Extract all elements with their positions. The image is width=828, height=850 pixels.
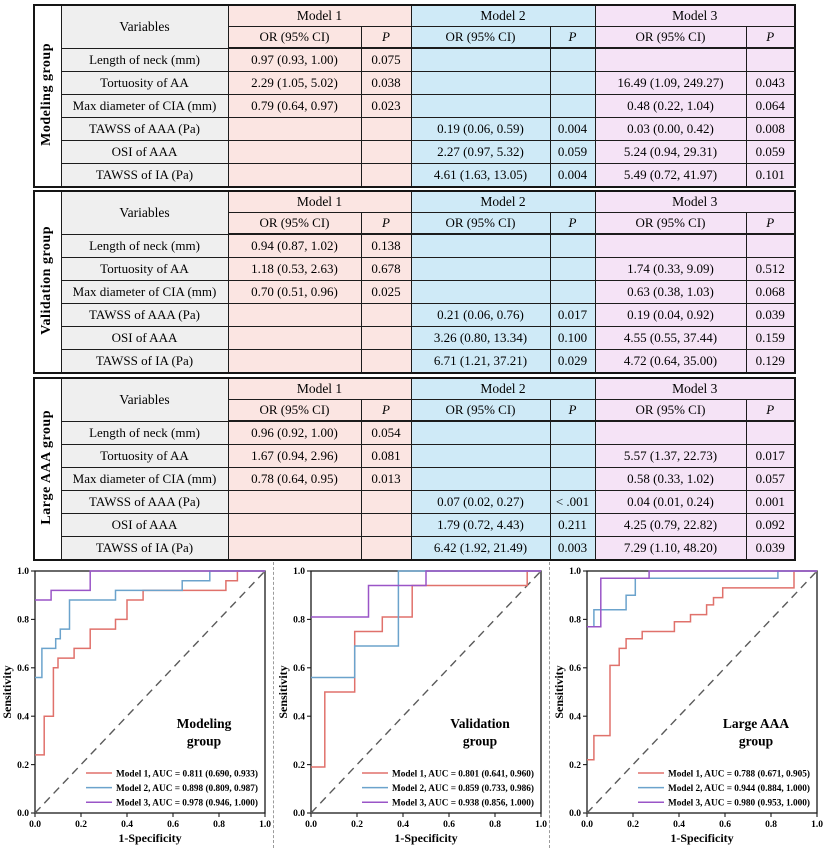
or-header-model-3: OR (95% CI) xyxy=(595,213,746,235)
p-cell-model-3: 0.512 xyxy=(746,258,795,281)
p-cell-model-3: 0.068 xyxy=(746,281,795,304)
y-tick-label: 0.8 xyxy=(17,615,29,626)
legend-label-model-3: Model 3, AUC = 0.938 (0.856, 1.000) xyxy=(392,798,535,809)
table-row-max-diameter-of-cia-mm- xyxy=(34,468,795,491)
legend-label-model-2: Model 2, AUC = 0.859 (0.733, 0.986) xyxy=(392,784,535,794)
model-header-1: Model 1 xyxy=(228,191,411,213)
p-header-model-2: P xyxy=(550,400,595,422)
header-row-models xyxy=(34,191,795,213)
legend-label-model-2: Model 2, AUC = 0.944 (0.884, 1.000) xyxy=(668,784,811,794)
legend-label-model-3: Model 3, AUC = 0.980 (0.953, 1.000) xyxy=(668,798,811,809)
p-header-model-2: P xyxy=(550,27,595,49)
p-cell-model-3: 0.043 xyxy=(746,72,795,95)
y-tick-label: 0.6 xyxy=(17,664,29,674)
y-tick-label: 0.0 xyxy=(293,809,305,820)
p-cell-model-2 xyxy=(550,72,595,95)
p-cell-model-1: 0.013 xyxy=(361,468,411,491)
or-cell-model-2 xyxy=(411,468,550,491)
y-tick-label: 0.6 xyxy=(569,664,581,674)
x-tick-label: 0.6 xyxy=(719,820,731,830)
variable-cell: Length of neck (mm) xyxy=(61,421,228,445)
y-tick-label: 0.0 xyxy=(17,809,29,820)
y-tick-label: 0.2 xyxy=(17,760,29,771)
p-cell-model-1: 0.138 xyxy=(361,234,411,258)
or-cell-model-2 xyxy=(411,72,550,95)
p-cell-model-3: 0.001 xyxy=(746,491,795,514)
table-row-tawss-of-ia-pa- xyxy=(34,350,795,374)
roc-plot-modeling xyxy=(0,558,276,850)
p-cell-model-2 xyxy=(550,281,595,304)
x-tick-label: 0.6 xyxy=(167,820,179,830)
p-cell-model-3: 0.039 xyxy=(746,537,795,561)
results-table-modeling-group xyxy=(33,4,796,188)
or-header-model-2: OR (95% CI) xyxy=(411,27,550,49)
p-cell-model-1 xyxy=(361,304,411,327)
or-cell-model-2: 0.21 (0.06, 0.76) xyxy=(411,304,550,327)
p-cell-model-3: 0.129 xyxy=(746,350,795,374)
table-row-length-of-neck-mm- xyxy=(34,234,795,258)
group-label-large-aaa-group: Large AAA group xyxy=(39,410,55,525)
y-tick-label: 0.4 xyxy=(17,712,29,723)
variable-cell: Length of neck (mm) xyxy=(61,48,228,72)
results-table-large-aaa-group xyxy=(33,377,796,561)
y-tick-label: 1.0 xyxy=(293,567,305,578)
roc-panel-modeling xyxy=(0,558,276,850)
or-cell-model-2: 1.79 (0.72, 4.43) xyxy=(411,514,550,537)
y-tick-label: 0.2 xyxy=(293,760,305,771)
p-header-model-1: P xyxy=(361,27,411,49)
variables-header: Variables xyxy=(61,5,228,48)
table-row-osi-of-aaa xyxy=(34,327,795,350)
legend-label-model-2: Model 2, AUC = 0.898 (0.809, 0.987) xyxy=(116,784,259,794)
table-row-length-of-neck-mm- xyxy=(34,421,795,445)
p-cell-model-3: 0.159 xyxy=(746,327,795,350)
table-row-tawss-of-ia-pa- xyxy=(34,164,795,188)
x-tick-label: 1.0 xyxy=(535,820,547,830)
variables-header: Variables xyxy=(61,378,228,421)
table-row-tortuosity-of-aa xyxy=(34,72,795,95)
variable-cell: Length of neck (mm) xyxy=(61,234,228,258)
or-cell-model-2: 0.19 (0.06, 0.59) xyxy=(411,118,550,141)
variable-cell: Tortuosity of AA xyxy=(61,72,228,95)
panel-separator-1 xyxy=(273,562,274,848)
p-cell-model-2: 0.003 xyxy=(550,537,595,561)
p-header-model-1: P xyxy=(361,400,411,422)
model-header-3: Model 3 xyxy=(595,5,795,27)
table-row-length-of-neck-mm- xyxy=(34,48,795,72)
or-cell-model-1: 2.29 (1.05, 5.02) xyxy=(228,72,361,95)
roc-section xyxy=(0,558,828,850)
p-cell-model-1: 0.023 xyxy=(361,95,411,118)
model-header-2: Model 2 xyxy=(411,378,595,400)
or-cell-model-1: 1.67 (0.94, 2.96) xyxy=(228,445,361,468)
x-tick-label: 0.8 xyxy=(489,820,501,830)
y-tick-label: 1.0 xyxy=(17,567,29,578)
group-label-modeling-group: Modeling group xyxy=(39,43,55,146)
or-header-model-3: OR (95% CI) xyxy=(595,27,746,49)
group-cell-large-aaa-group xyxy=(34,378,61,560)
or-cell-model-1 xyxy=(228,118,361,141)
p-cell-model-1 xyxy=(361,164,411,188)
or-cell-model-3: 0.58 (0.33, 1.02) xyxy=(595,468,746,491)
p-cell-model-2 xyxy=(550,48,595,72)
table-row-max-diameter-of-cia-mm- xyxy=(34,95,795,118)
or-cell-model-3: 5.24 (0.94, 29.31) xyxy=(595,141,746,164)
panel-title-line-2: group xyxy=(462,733,498,749)
model-header-2: Model 2 xyxy=(411,5,595,27)
or-cell-model-1 xyxy=(228,350,361,374)
or-cell-model-1: 1.18 (0.53, 2.63) xyxy=(228,258,361,281)
or-cell-model-2 xyxy=(411,421,550,445)
p-cell-model-3: 0.092 xyxy=(746,514,795,537)
or-cell-model-2: 0.07 (0.02, 0.27) xyxy=(411,491,550,514)
p-cell-model-1 xyxy=(361,491,411,514)
p-cell-model-1: 0.054 xyxy=(361,421,411,445)
variable-cell: Tortuosity of AA xyxy=(61,445,228,468)
model-header-1: Model 1 xyxy=(228,5,411,27)
variable-cell: Max diameter of CIA (mm) xyxy=(61,468,228,491)
or-cell-model-3: 7.29 (1.10, 48.20) xyxy=(595,537,746,561)
or-cell-model-1: 0.97 (0.93, 1.00) xyxy=(228,48,361,72)
or-cell-model-3: 0.48 (0.22, 1.04) xyxy=(595,95,746,118)
y-tick-label: 0.8 xyxy=(293,615,305,626)
p-cell-model-3 xyxy=(746,48,795,72)
or-header-model-1: OR (95% CI) xyxy=(228,400,361,422)
p-cell-model-3: 0.057 xyxy=(746,468,795,491)
or-cell-model-3 xyxy=(595,421,746,445)
or-cell-model-2 xyxy=(411,234,550,258)
or-cell-model-1: 0.70 (0.51, 0.96) xyxy=(228,281,361,304)
or-header-model-3: OR (95% CI) xyxy=(595,400,746,422)
p-cell-model-2: 0.017 xyxy=(550,304,595,327)
y-tick-label: 0.8 xyxy=(569,615,581,626)
roc-plot-validation xyxy=(276,558,552,850)
table-row-tortuosity-of-aa xyxy=(34,445,795,468)
or-cell-model-2: 4.61 (1.63, 13.05) xyxy=(411,164,550,188)
p-cell-model-3: 0.017 xyxy=(746,445,795,468)
or-cell-model-3 xyxy=(595,48,746,72)
variable-cell: TAWSS of AAA (Pa) xyxy=(61,304,228,327)
p-cell-model-1 xyxy=(361,141,411,164)
x-tick-label: 0.4 xyxy=(121,820,133,830)
y-tick-label: 1.0 xyxy=(569,567,581,578)
or-cell-model-1 xyxy=(228,514,361,537)
or-cell-model-2: 2.27 (0.97, 5.32) xyxy=(411,141,550,164)
or-cell-model-3: 1.74 (0.33, 9.09) xyxy=(595,258,746,281)
variable-cell: Max diameter of CIA (mm) xyxy=(61,95,228,118)
panel-separator-2 xyxy=(549,562,550,848)
model-header-2: Model 2 xyxy=(411,191,595,213)
p-cell-model-1 xyxy=(361,537,411,561)
model-header-3: Model 3 xyxy=(595,191,795,213)
or-cell-model-3 xyxy=(595,234,746,258)
p-cell-model-1 xyxy=(361,514,411,537)
group-label-validation-group: Validation group xyxy=(39,226,55,335)
or-cell-model-3: 4.55 (0.55, 37.44) xyxy=(595,327,746,350)
table-row-max-diameter-of-cia-mm- xyxy=(34,281,795,304)
or-cell-model-2 xyxy=(411,258,550,281)
p-cell-model-3: 0.064 xyxy=(746,95,795,118)
variable-cell: TAWSS of AAA (Pa) xyxy=(61,118,228,141)
or-cell-model-1 xyxy=(228,141,361,164)
legend-label-model-1: Model 1, AUC = 0.788 (0.671, 0.905) xyxy=(668,769,811,780)
table-row-tawss-of-ia-pa- xyxy=(34,537,795,561)
y-tick-label: 0.4 xyxy=(569,712,581,723)
or-cell-model-3: 4.72 (0.64, 35.00) xyxy=(595,350,746,374)
panel-title-line-2: group xyxy=(738,733,774,749)
variables-header: Variables xyxy=(61,191,228,234)
y-axis-label: Sensitivity xyxy=(552,665,566,719)
or-cell-model-1: 0.78 (0.64, 0.95) xyxy=(228,468,361,491)
table-row-tortuosity-of-aa xyxy=(34,258,795,281)
x-tick-label: 0.4 xyxy=(673,820,685,830)
table-row-tawss-of-aaa-pa- xyxy=(34,304,795,327)
p-header-model-2: P xyxy=(550,213,595,235)
variable-cell: TAWSS of IA (Pa) xyxy=(61,537,228,561)
p-cell-model-3 xyxy=(746,234,795,258)
panel-title-line-1: Validation xyxy=(450,716,510,731)
or-cell-model-1 xyxy=(228,327,361,350)
or-cell-model-2: 6.71 (1.21, 37.21) xyxy=(411,350,550,374)
or-cell-model-1 xyxy=(228,164,361,188)
x-tick-label: 1.0 xyxy=(259,820,271,830)
or-cell-model-2: 6.42 (1.92, 21.49) xyxy=(411,537,550,561)
header-row-models xyxy=(34,5,795,27)
p-cell-model-1: 0.075 xyxy=(361,48,411,72)
x-axis-label: 1-Specificity xyxy=(670,831,734,845)
roc-plot-large-aaa xyxy=(552,558,828,850)
p-header-model-1: P xyxy=(361,213,411,235)
x-tick-label: 0.2 xyxy=(627,820,639,830)
or-cell-model-1 xyxy=(228,304,361,327)
or-cell-model-1 xyxy=(228,537,361,561)
p-cell-model-1 xyxy=(361,118,411,141)
roc-panel-validation xyxy=(276,558,552,850)
y-axis-label: Sensitivity xyxy=(276,665,290,719)
or-cell-model-3: 0.03 (0.00, 0.42) xyxy=(595,118,746,141)
or-cell-model-3: 5.49 (0.72, 41.97) xyxy=(595,164,746,188)
or-cell-model-3: 0.04 (0.01, 0.24) xyxy=(595,491,746,514)
p-cell-model-2 xyxy=(550,468,595,491)
model-header-1: Model 1 xyxy=(228,378,411,400)
legend-label-model-3: Model 3, AUC = 0.978 (0.946, 1.000) xyxy=(116,798,259,809)
or-cell-model-1: 0.96 (0.92, 1.00) xyxy=(228,421,361,445)
panel-title-line-2: group xyxy=(186,733,222,749)
x-tick-label: 0.0 xyxy=(581,820,593,830)
p-cell-model-3: 0.101 xyxy=(746,164,795,188)
p-cell-model-2: 0.029 xyxy=(550,350,595,374)
variable-cell: TAWSS of AAA (Pa) xyxy=(61,491,228,514)
variable-cell: OSI of AAA xyxy=(61,327,228,350)
p-cell-model-1: 0.081 xyxy=(361,445,411,468)
or-cell-model-3: 0.63 (0.38, 1.03) xyxy=(595,281,746,304)
x-axis-label: 1-Specificity xyxy=(394,831,458,845)
x-axis-label: 1-Specificity xyxy=(118,831,182,845)
y-tick-label: 0.4 xyxy=(293,712,305,723)
p-cell-model-2: < .001 xyxy=(550,491,595,514)
p-cell-model-3: 0.008 xyxy=(746,118,795,141)
or-cell-model-2: 3.26 (0.80, 13.34) xyxy=(411,327,550,350)
variable-cell: TAWSS of IA (Pa) xyxy=(61,350,228,374)
y-axis-label: Sensitivity xyxy=(0,665,14,719)
variable-cell: Max diameter of CIA (mm) xyxy=(61,281,228,304)
or-cell-model-2 xyxy=(411,281,550,304)
x-tick-label: 0.4 xyxy=(397,820,409,830)
p-cell-model-2 xyxy=(550,445,595,468)
x-tick-label: 0.0 xyxy=(29,820,41,830)
p-header-model-3: P xyxy=(746,400,795,422)
p-cell-model-2 xyxy=(550,95,595,118)
p-cell-model-2 xyxy=(550,234,595,258)
legend-label-model-1: Model 1, AUC = 0.801 (0.641, 0.960) xyxy=(392,769,535,780)
table-row-osi-of-aaa xyxy=(34,141,795,164)
x-tick-label: 0.6 xyxy=(443,820,455,830)
x-tick-label: 0.8 xyxy=(765,820,777,830)
or-header-model-1: OR (95% CI) xyxy=(228,213,361,235)
or-cell-model-2 xyxy=(411,95,550,118)
p-header-model-3: P xyxy=(746,213,795,235)
x-tick-label: 0.2 xyxy=(351,820,363,830)
y-tick-label: 0.0 xyxy=(569,809,581,820)
header-row-models xyxy=(34,378,795,400)
panel-title-line-1: Large AAA xyxy=(722,716,790,731)
p-cell-model-2 xyxy=(550,258,595,281)
p-cell-model-2: 0.059 xyxy=(550,141,595,164)
y-tick-label: 0.2 xyxy=(569,760,581,771)
x-tick-label: 0.0 xyxy=(305,820,317,830)
roc-panel-large-aaa xyxy=(552,558,828,850)
p-cell-model-1 xyxy=(361,350,411,374)
p-cell-model-2: 0.211 xyxy=(550,514,595,537)
panel-title-line-1: Modeling xyxy=(176,716,232,731)
x-tick-label: 0.8 xyxy=(213,820,225,830)
or-cell-model-3: 5.57 (1.37, 22.73) xyxy=(595,445,746,468)
y-tick-label: 0.6 xyxy=(293,664,305,674)
p-cell-model-2 xyxy=(550,421,595,445)
table-row-tawss-of-aaa-pa- xyxy=(34,491,795,514)
or-cell-model-3: 4.25 (0.79, 22.82) xyxy=(595,514,746,537)
p-cell-model-3: 0.039 xyxy=(746,304,795,327)
variable-cell: Tortuosity of AA xyxy=(61,258,228,281)
or-header-model-1: OR (95% CI) xyxy=(228,27,361,49)
table-row-tawss-of-aaa-pa- xyxy=(34,118,795,141)
table-row-osi-of-aaa xyxy=(34,514,795,537)
results-table-validation-group xyxy=(33,190,796,374)
p-cell-model-3: 0.059 xyxy=(746,141,795,164)
group-cell-modeling-group xyxy=(34,5,61,187)
or-header-model-2: OR (95% CI) xyxy=(411,400,550,422)
or-header-model-2: OR (95% CI) xyxy=(411,213,550,235)
or-cell-model-3: 16.49 (1.09, 249.27) xyxy=(595,72,746,95)
group-cell-validation-group xyxy=(34,191,61,373)
or-cell-model-2 xyxy=(411,48,550,72)
or-cell-model-3: 0.19 (0.04, 0.92) xyxy=(595,304,746,327)
or-cell-model-1 xyxy=(228,491,361,514)
or-cell-model-2 xyxy=(411,445,550,468)
variable-cell: OSI of AAA xyxy=(61,514,228,537)
or-cell-model-1: 0.79 (0.64, 0.97) xyxy=(228,95,361,118)
variable-cell: TAWSS of IA (Pa) xyxy=(61,164,228,188)
p-cell-model-1: 0.025 xyxy=(361,281,411,304)
legend-label-model-1: Model 1, AUC = 0.811 (0.690, 0.933) xyxy=(116,769,258,780)
p-cell-model-1: 0.038 xyxy=(361,72,411,95)
or-cell-model-1: 0.94 (0.87, 1.02) xyxy=(228,234,361,258)
p-header-model-3: P xyxy=(746,27,795,49)
model-header-3: Model 3 xyxy=(595,378,795,400)
p-cell-model-1: 0.678 xyxy=(361,258,411,281)
p-cell-model-2: 0.100 xyxy=(550,327,595,350)
p-cell-model-2: 0.004 xyxy=(550,164,595,188)
x-tick-label: 0.2 xyxy=(75,820,87,830)
x-tick-label: 1.0 xyxy=(811,820,823,830)
p-cell-model-1 xyxy=(361,327,411,350)
p-cell-model-2: 0.004 xyxy=(550,118,595,141)
variable-cell: OSI of AAA xyxy=(61,141,228,164)
p-cell-model-3 xyxy=(746,421,795,445)
